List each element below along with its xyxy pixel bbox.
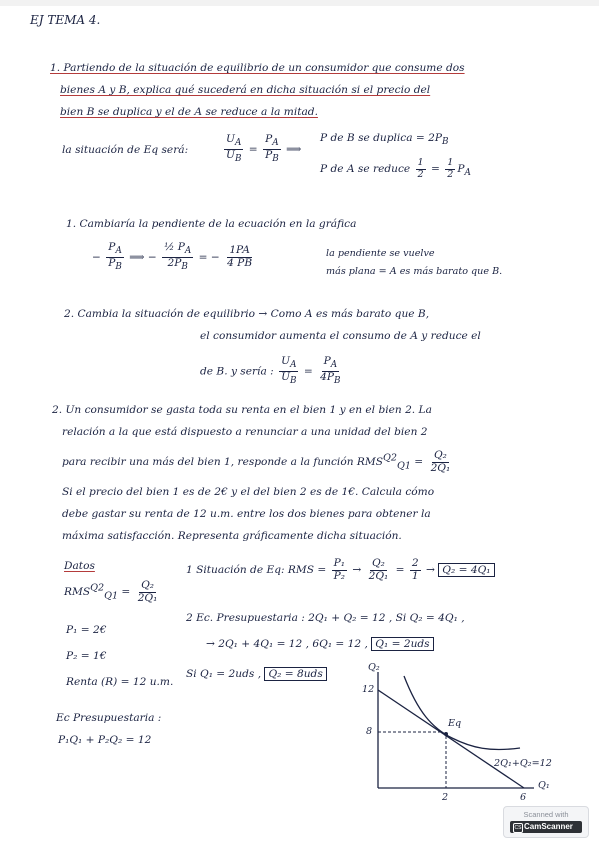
q1-slope-note-1: la pendiente se vuelve bbox=[326, 248, 435, 259]
sol-step-2-line-1: 2 Ec. Presupuestaria : 2Q₁ + Q₂ = 12 , Si Q₂ = 4Q₁ , bbox=[186, 612, 465, 624]
q1-situation-equation: $\frac{U_A}{U_B}$ = $\frac{P_A}{P_B}$ ⟹ bbox=[226, 133, 302, 164]
datos-title: Datos bbox=[64, 560, 95, 572]
q1-step-2-line-3: de B. y sería : $\frac{U_A}{U_B}$ = $\frac{P_A}{4P_B}$ bbox=[200, 355, 341, 386]
q2-line-4: Si el precio del bien 1 es de 2€ y el del bien 2 es de 1€. Calcula cómo bbox=[62, 486, 435, 498]
sol-step-3: Si Q₁ = 2uds , Q₂ = 8uds bbox=[186, 668, 327, 680]
equilibrium-point bbox=[444, 732, 448, 736]
sol-step-3-result: Q₂ = 8uds bbox=[264, 667, 326, 681]
q1-step-1: 1. Cambiaría la pendiente de la ecuación en la gráfica bbox=[66, 218, 357, 230]
q1-step-2-line-1: 2. Cambia la situación de equilibrio → Como A es más barato que B, bbox=[64, 308, 430, 320]
indifference-curve bbox=[404, 676, 520, 750]
q2-line-2: relación a la que está dispuesto a renunciar a una unidad del bien 2 bbox=[62, 426, 428, 438]
datos-p1: P₁ = 2€ bbox=[66, 624, 107, 636]
q2-line-6: máxima satisfacción. Representa gráficamente dicha situación. bbox=[62, 530, 402, 542]
sol-step-2-line-2: → 2Q₁ + 4Q₁ = 12 , 6Q₁ = 12 , Q₁ = 2uds bbox=[206, 638, 434, 650]
sol-step-1-result: Q₂ = 4Q₁ bbox=[438, 563, 494, 577]
camscanner-brand: CamScanner bbox=[524, 822, 573, 831]
graph-budget-label: 2Q₁+Q₂=12 bbox=[494, 758, 552, 769]
budget-line bbox=[378, 690, 524, 788]
page-heading: EJ TEMA 4. bbox=[30, 13, 101, 27]
datos-rms: $RMS^{Q2}_{Q1}$ = $\frac{\text{Q₂}}{\text{2Q₁}}$ bbox=[64, 579, 158, 604]
camscanner-icon: CS bbox=[514, 825, 522, 831]
q1-line-1: 1. Partiendo de la situación de equilibrio de un consumidor que consume dos bbox=[50, 62, 465, 74]
graph-x-tick-2: 2 bbox=[442, 792, 449, 803]
q2-line-5: debe gastar su renta de 12 u.m. entre los dos bienes para obtener la bbox=[62, 508, 431, 520]
camscanner-logo bbox=[510, 821, 582, 833]
q2-line-3: para recibir una más del bien 1, responde a la función $RMS^{Q2}_{Q1}$ = $\frac{\text{Q₂}}{\text{2Q₁}}$ bbox=[62, 449, 451, 474]
graph-y-tick-12: 12 bbox=[362, 684, 375, 695]
graph-y-tick-8: 8 bbox=[366, 726, 373, 737]
graph-x-tick-6: 6 bbox=[520, 792, 527, 803]
datos-p2: P₂ = 1€ bbox=[66, 650, 107, 662]
graph-eq-label: Eq bbox=[448, 718, 462, 729]
q1-line-2: bienes A y B, explica qué sucederá en dicha situación si el precio del bbox=[60, 84, 431, 96]
sol-step-1: 1 Situación de Eq: RMS = $\frac{\text{P₁}}{\text{P₂}}$ → $\frac{\text{Q₂}}{\text{2Q₁}}$ = $\frac{2}{1}$ → Q₂ = 4Q₁ bbox=[186, 558, 495, 582]
ec-presupuestaria-eq: P₁Q₁ + P₂Q₂ = 12 bbox=[58, 734, 152, 746]
q1-pa-halves: P de A se reduce $\frac{1}{2}$ = $\frac{1}{2}$ $P_A$ bbox=[320, 157, 471, 180]
q2-line-1: 2. Un consumidor se gasta toda su renta en el bien 1 y en el bien 2. La bbox=[52, 404, 432, 416]
q1-step-2-line-2: el consumidor aumenta el consumo de A y reduce el bbox=[200, 330, 481, 342]
datos-renta: Renta (R) = 12 u.m. bbox=[66, 676, 174, 688]
camscanner-badge bbox=[503, 806, 589, 838]
ec-presupuestaria-title: Ec Presupuestaria : bbox=[56, 712, 162, 724]
graph-y-axis-label: Q₂ bbox=[368, 662, 380, 673]
sol-step-2-result: Q₁ = 2uds bbox=[371, 637, 433, 651]
q1-situation-label: la situación de Eq será: bbox=[62, 144, 189, 156]
scanned-with-text: Scanned with bbox=[523, 810, 569, 819]
q1-slope-equation: − $\frac{P_A}{P_B}$ ⟹ − $\frac{\frac{1}{2} P_A}{2P_B}$ = − $\frac{1PA}{4 PB}$ bbox=[92, 241, 253, 272]
q1-pb-doubles: P de B se duplica = $2P_B$ bbox=[320, 132, 449, 148]
q1-slope-note-2: más plana = A es más barato que B. bbox=[326, 266, 503, 277]
graph-x-axis-label: Q₁ bbox=[538, 780, 550, 791]
q1-line-3: bien B se duplica y el de A se reduce a la mitad. bbox=[60, 106, 318, 118]
